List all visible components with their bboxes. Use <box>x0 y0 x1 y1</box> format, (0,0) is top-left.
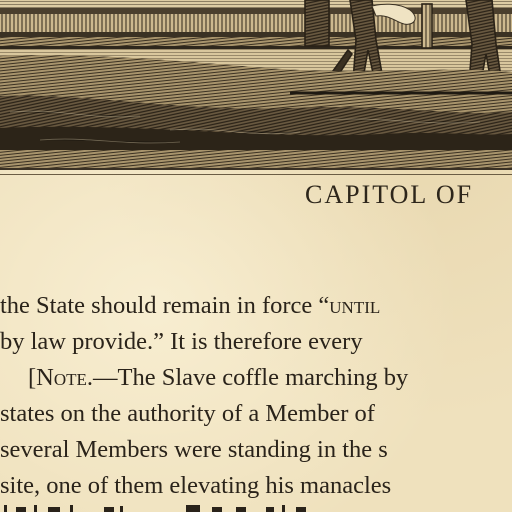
text-line-4: states on the authority of a Member of <box>0 400 375 427</box>
text-line-1-main: the State should remain in force “ <box>0 292 330 319</box>
engraving-bottom-rule <box>0 168 512 170</box>
text-line-3-pre: [N <box>28 364 54 391</box>
text-line-1 <box>0 288 512 324</box>
text-line-5: several Members were standing in the s <box>0 436 388 463</box>
text-line-6: site, one of them elevating his manacles <box>0 472 392 499</box>
text-line-1-smallcaps: until <box>329 292 381 319</box>
text-line-3 <box>0 360 512 396</box>
engraving-caption: CAPITOL OF <box>305 180 474 209</box>
body-text <box>0 288 512 504</box>
text-line-3-smallcaps: ote <box>53 364 87 391</box>
cut-off-next-line <box>0 500 512 512</box>
text-line-2: by law provide.” It is therefore every <box>0 328 363 355</box>
caption-rule <box>0 174 512 175</box>
capitol-engraving <box>0 0 512 168</box>
text-line-3-post: .—The Slave coffle marching by <box>86 364 409 391</box>
